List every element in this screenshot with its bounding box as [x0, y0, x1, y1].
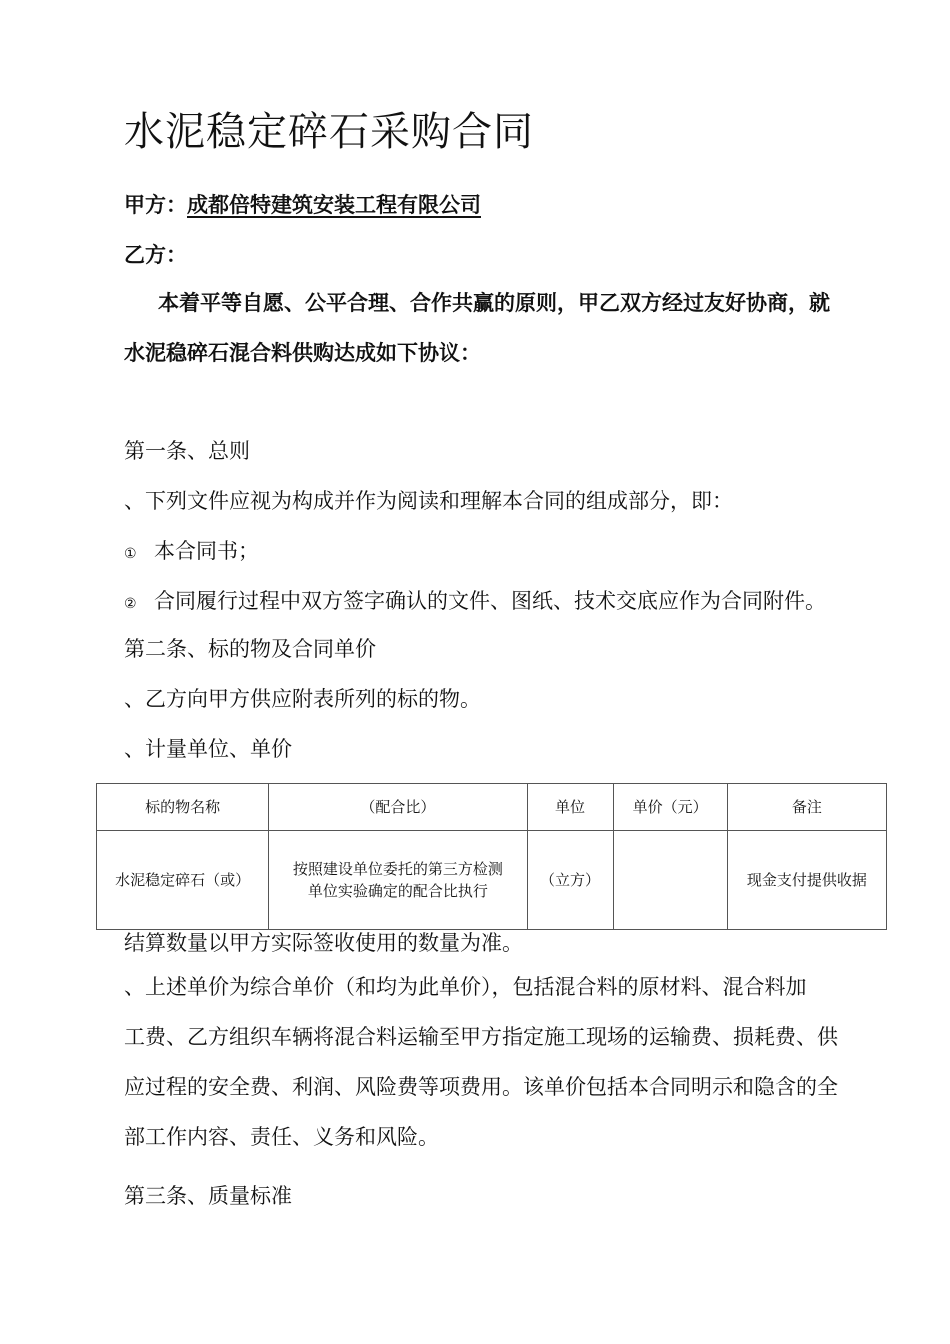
section-1-title: 第一条、总则	[124, 439, 250, 463]
cell-unit: （立方）	[527, 831, 613, 930]
section-1-sub-1	[124, 536, 259, 569]
section-2-item-3-line-4: 部工作内容、责任、义务和风险。	[124, 1125, 439, 1149]
party-a-name: 成都倍特建筑安装工程有限公司	[187, 193, 481, 217]
party-b-line	[124, 240, 187, 270]
party-b-label: 乙方：	[124, 243, 187, 267]
cell-mix-ratio-line-2: 单位实验确定的配合比执行	[307, 882, 488, 900]
intro-line-1: 本着平等自愿、公平合理、合作共赢的原则，甲乙双方经过友好协商，就	[158, 291, 830, 315]
table-header-row	[97, 784, 887, 831]
header-remark: 备注	[727, 784, 886, 831]
section-1-sub-2	[124, 586, 826, 619]
circled-number-2: ②	[124, 596, 137, 612]
section-2-item-2: 、计量单位、单价	[124, 737, 292, 761]
section-2-item-3-line-2: 工费、乙方组织车辆将混合料运输至甲方指定施工现场的运输费、损耗费、供	[124, 1025, 838, 1049]
circled-number-1: ①	[124, 546, 137, 562]
section-2-item-3-line-3: 应过程的安全费、利润、风险费等项费用。该单价包括本合同明示和隐含的全	[124, 1075, 838, 1099]
cell-mix-ratio-line-1: 按照建设单位委托的第三方检测	[292, 860, 503, 878]
section-1-sub-2-text: 合同履行过程中双方签字确认的文件、图纸、技术交底应作为合同附件。	[154, 589, 826, 613]
cell-mix-ratio	[269, 831, 527, 930]
header-unit-price: 单价（元）	[613, 784, 727, 831]
header-item-name: 标的物名称	[97, 784, 269, 831]
section-2-title: 第二条、标的物及合同单价	[124, 637, 376, 661]
settlement-note: 结算数量以甲方实际签收使用的数量为准。	[124, 931, 523, 955]
section-1-sub-1-text: 本合同书；	[154, 539, 259, 563]
cell-remark: 现金支付提供收据	[727, 831, 886, 930]
price-table	[96, 783, 887, 930]
header-mix-ratio: （配合比）	[269, 784, 527, 831]
document-title: 水泥稳定碎石采购合同	[124, 109, 534, 155]
party-a-line	[124, 190, 481, 220]
header-unit: 单位	[527, 784, 613, 831]
party-a-label: 甲方：	[124, 193, 187, 217]
intro-line-2: 水泥稳碎石混合料供购达成如下协议：	[124, 341, 481, 365]
section-2-item-3-line-1: 、上述单价为综合单价（和均为此单价），包括混合料的原材料、混合料加	[124, 975, 807, 999]
section-1-item-1: 、下列文件应视为构成并作为阅读和理解本合同的组成部分，即：	[124, 489, 733, 513]
section-2-item-1: 、乙方向甲方供应附表所列的标的物。	[124, 687, 481, 711]
cell-unit-price	[613, 831, 727, 930]
section-3-title: 第三条、质量标准	[124, 1184, 292, 1208]
table-row	[97, 831, 887, 930]
cell-item-name: 水泥稳定碎石（或）	[97, 831, 269, 930]
